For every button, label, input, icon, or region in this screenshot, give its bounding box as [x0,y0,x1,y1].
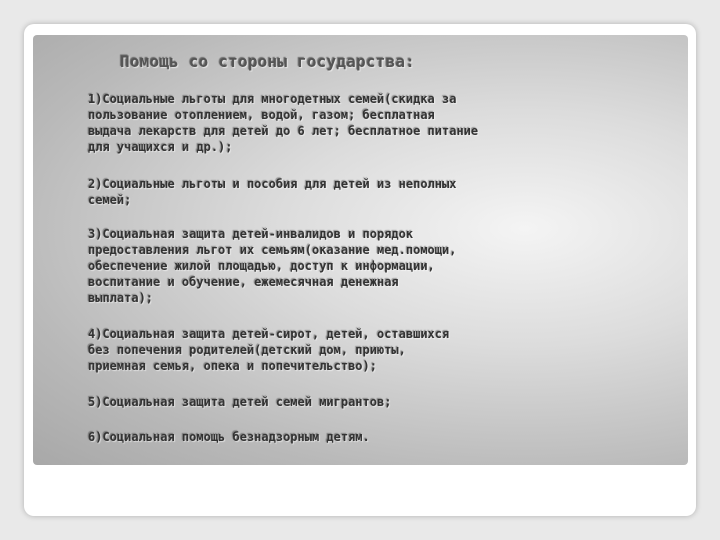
list-item-4: 4)Социальная защита детей-сирот, детей, оставшихся без попечения родителей(детский дом, приюты, приемная семья, опека и попечительство); [88,327,450,373]
list-item-1: 1)Социальные льготы для многодетных семей(скидка за пользование отоплением, водой, газом; бесплатная выдача лекарств для детей до 6 лет; бесплатное питание для учащихся и др.); [88,92,479,154]
list-item-3: 3)Социальная защита детей-инвалидов и порядок предоставления льгот их семьям(оказание мед.помощи, обеспечение жилой площадью, доступ к информации, воспитание и обучение, ежемесячная денежная выплата); [88,227,457,305]
list-item-2: 2)Социальные льготы и пособия для детей из неполных семей; [88,177,457,207]
list-item-5: 5)Социальная защита детей семей мигрантов; [88,395,392,409]
slide-title: Помощь со стороны государства: [120,52,415,71]
list-item-6: 6)Социальная помощь безнадзорным детям. [88,430,370,444]
